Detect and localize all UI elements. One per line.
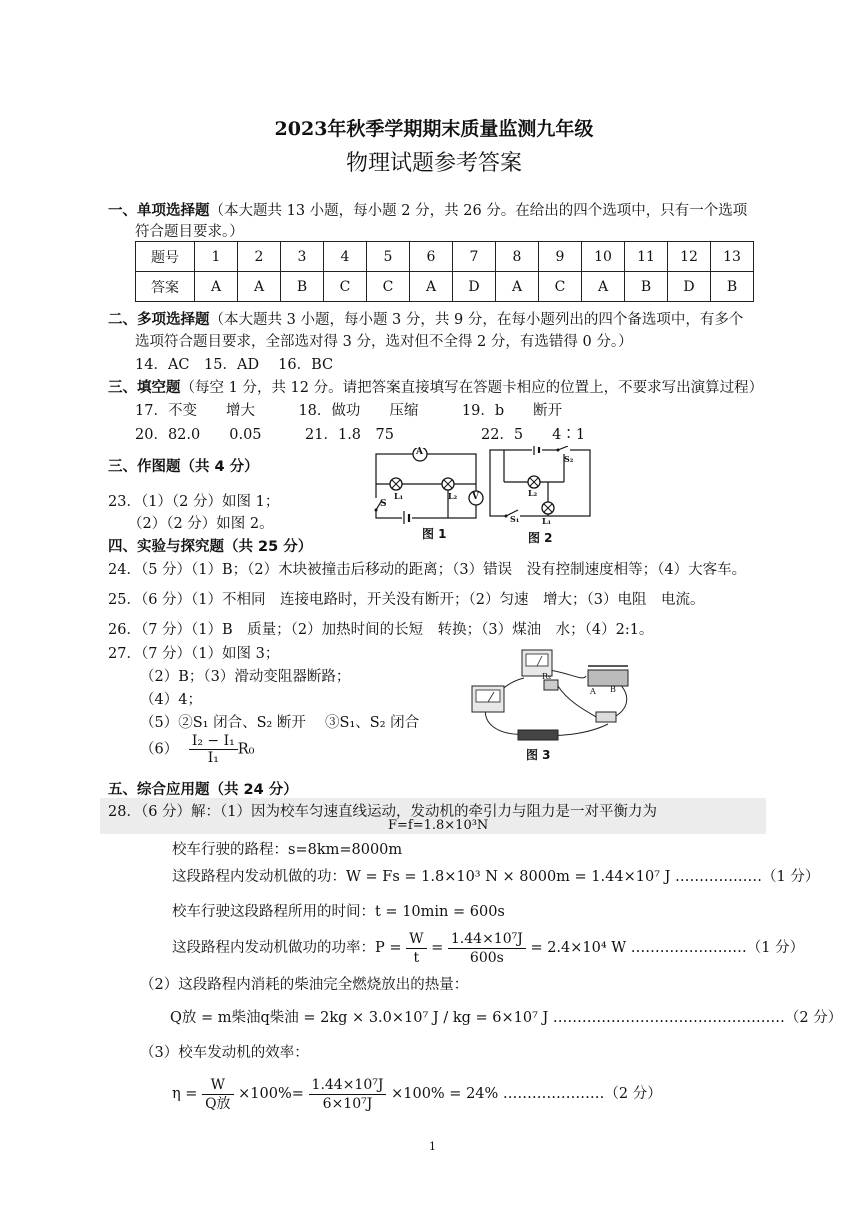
circuit-diagram-1 — [372, 448, 484, 524]
table-cell: 9 — [539, 242, 582, 272]
fig2-l2-label: L₂ — [528, 488, 538, 498]
table-cell: 13 — [711, 242, 754, 272]
sec2-answers: 14．AC 15．AD 16．BC — [135, 357, 334, 373]
table-cell: B — [711, 272, 754, 302]
q28-10-suffix: ×100% = 24% …………………（2 分） — [391, 1086, 662, 1102]
frac-denominator: 6×10⁷J — [322, 1095, 373, 1112]
q28-line8: Q放 = m柴油q柴油 = 2kg × 3.0×10⁷ J / kg = 6×10⁷ J …………………………………………（2 分） — [170, 1010, 843, 1026]
figure-1-circuit — [372, 448, 484, 540]
q27-frac-numerator: I₂ − I₁ — [189, 733, 238, 750]
table-cell: 4 — [324, 242, 367, 272]
table-cell: 1 — [195, 242, 238, 272]
q28-line1: 28．（6 分）解：（1）因为校车匀速直线运动，发动机的牵引力与阻力是一对平衡力为 — [108, 804, 658, 820]
q28-10-frac2 — [309, 1076, 387, 1113]
q28-line7: （2）这段路程内消耗的柴油完全燃烧放出的热量： — [140, 977, 469, 993]
figure-3-apparatus — [468, 642, 640, 764]
title-line2: 物理试题参考答案 — [345, 151, 522, 176]
table-cell: 8 — [496, 242, 539, 272]
q27-frac-denominator: I₁ — [207, 750, 219, 766]
q27-frac-tail: R₀ — [237, 741, 255, 758]
q28-line5: 校车行驶这段路程所用的时间：t = 10min = 600s — [172, 904, 505, 920]
fig2-caption: 图 2 — [528, 531, 553, 545]
frac-denominator: 600s — [469, 949, 504, 966]
q28-6-suffix: = 2.4×10⁴ W ……………………（1 分） — [530, 940, 805, 956]
sec1-line1 — [108, 199, 747, 220]
table-cell: A — [582, 272, 625, 302]
table-cell: 3 — [281, 242, 324, 272]
table-cell: D — [668, 272, 711, 302]
figure-2-circuit — [488, 446, 592, 546]
table-cell: A — [410, 272, 453, 302]
table-cell: C — [324, 272, 367, 302]
table-cell: D — [453, 272, 496, 302]
sec1-heading: 一、单项选择题 — [108, 203, 210, 219]
sec2-line1 — [108, 308, 743, 329]
table-cell: 2 — [238, 242, 281, 272]
table-cell: A — [238, 272, 281, 302]
table-cell: 11 — [625, 242, 668, 272]
q28-6-prefix: 这段路程内发动机做功的功率：P = — [172, 940, 402, 956]
q28-6-frac2 — [448, 930, 526, 967]
sec3-answers-line2: 20．82.0 0.05 21．1.8 75 22．5 4∶1 — [135, 427, 586, 443]
q27-line6 — [140, 733, 255, 766]
fig2-l1-label: L₁ — [542, 516, 552, 526]
table-cell: A — [496, 272, 539, 302]
frac-denominator: Q放 — [205, 1095, 231, 1112]
q26-answer: 26．（7 分）（1）B 质量；（2）加热时间的长短 转换；（3）煤油 水；（4）2:1。 — [108, 622, 654, 638]
fig3-a-label: A — [590, 687, 596, 696]
title-line1: 2023年秋季学期期末质量监测九年级 — [274, 118, 594, 140]
q27-line3: （4）4； — [140, 692, 202, 708]
q25-answer: 25．（6 分）（1）不相同 连接电路时，开关没有断开；（2）匀速 增大；（3）电阻 电流。 — [108, 592, 705, 608]
q23-line2: （2）（2 分）如图 2。 — [128, 516, 274, 532]
q28-line10 — [172, 1072, 662, 1116]
table-row-answers — [136, 272, 754, 302]
row-label-number: 题号 — [136, 242, 195, 272]
table-cell: 10 — [582, 242, 625, 272]
frac-numerator: W — [406, 930, 426, 949]
sec4-heading-text: 三、作图题（共 4 分） — [108, 459, 259, 475]
frac-numerator: 1.44×10⁷J — [448, 930, 526, 949]
sec4-heading — [108, 455, 259, 476]
q28-line9: （3）校车发动机的效率： — [140, 1045, 309, 1061]
q28-6-equals: = — [431, 940, 444, 956]
q28-line4: 这段路程内发动机做的功：W = Fs = 1.8×10³ N × 8000m = 1.44×10⁷ J ………………（1 分） — [172, 869, 820, 885]
q27-line5: （5）②S₁ 闭合、S₂ 断开 ③S₁、S₂ 闭合 — [140, 715, 420, 731]
table-cell: 6 — [410, 242, 453, 272]
table-cell: C — [539, 272, 582, 302]
table-cell: B — [625, 272, 668, 302]
sec3-desc: （每空 1 分，共 12 分。请把答案直接填写在答题卡相应的位置上，不要求写出演算过程） — [180, 380, 764, 396]
fig3-b-label: B — [610, 685, 616, 694]
circuit-diagram-2 — [488, 446, 592, 528]
q23-line1: 23．（1）（2 分）如图 1； — [108, 494, 280, 510]
sec5-heading — [108, 535, 312, 556]
sec3-heading: 三、填空题 — [108, 380, 181, 396]
fig1-lamp1-label: L₁ — [394, 491, 404, 501]
frac-numerator: 1.44×10⁷J — [309, 1076, 387, 1095]
q28-line2: F=f=1.8×10³N — [388, 818, 489, 833]
sec2-desc2: 选项符合题目要求，全部选对得 3 分，选对但不全得 2 分，有选错得 0 分。） — [135, 334, 633, 350]
fig2-s2-label: S₂ — [564, 454, 574, 464]
sec1-desc2: 符合题目要求。） — [135, 224, 244, 240]
q28-10-mid: ×100%= — [238, 1086, 304, 1102]
table-cell: 12 — [668, 242, 711, 272]
fig1-caption: 图 1 — [422, 527, 447, 541]
sec3-answers-line1: 17．不变 增大 18．做功 压缩 19．b 断开 — [135, 403, 563, 419]
sec2-desc1: （本大题共 3 小题，每小题 3 分，共 9 分，在每小题列出的四个备选项中，有多个 — [209, 312, 744, 328]
q28-10-frac1 — [202, 1076, 233, 1113]
table-row-numbers — [136, 242, 754, 272]
q28-line6 — [172, 928, 804, 968]
table-cell: C — [367, 272, 410, 302]
q28-6-frac1 — [406, 930, 426, 967]
sec2-heading: 二、多项选择题 — [108, 312, 210, 328]
sec3-line — [108, 376, 763, 397]
fig3-caption: 图 3 — [526, 748, 551, 762]
fig3-rx-label: Rₓ — [542, 672, 552, 681]
q27-6-label: （6） — [140, 741, 179, 758]
fig1-switch-label: S — [380, 499, 387, 509]
table-cell: 5 — [367, 242, 410, 272]
table-cell: B — [281, 272, 324, 302]
fig1-voltmeter-label: V — [472, 492, 479, 502]
sec1-desc1: （本大题共 13 小题，每小题 2 分，共 26 分。在给出的四个选项中，只有一个选项 — [209, 203, 748, 219]
fig1-lamp2-label: L₂ — [448, 491, 458, 501]
fig2-s1-label: S₁ — [510, 514, 520, 524]
fig1-ammeter-label: A — [416, 447, 423, 457]
sec6-heading-text: 五、综合应用题（共 24 分） — [108, 782, 298, 798]
sec6-heading — [108, 778, 298, 799]
sec5-heading-text: 四、实验与探究题（共 25 分） — [108, 539, 313, 555]
frac-denominator: t — [413, 949, 420, 966]
q28-10-prefix: η = — [172, 1086, 198, 1102]
frac-numerator: W — [202, 1076, 233, 1095]
q27-line2: （2）B；（3）滑动变阻器断路； — [140, 669, 351, 685]
q28-line3: 校车行驶的路程：s=8km=8000m — [172, 842, 403, 858]
q24-answer: 24．（5 分）（1）B；（2）木块被撞击后移动的距离；（3）错误 没有控制速度相等；（4）大客车。 — [108, 562, 747, 578]
table-cell: A — [195, 272, 238, 302]
q27-line1: 27．（7 分）（1）如图 3； — [108, 646, 280, 662]
q27-fraction — [189, 733, 238, 766]
table-cell: 7 — [453, 242, 496, 272]
answer-table — [135, 241, 754, 302]
row-label-answer: 答案 — [136, 272, 195, 302]
page-number: 1 — [429, 1140, 436, 1153]
